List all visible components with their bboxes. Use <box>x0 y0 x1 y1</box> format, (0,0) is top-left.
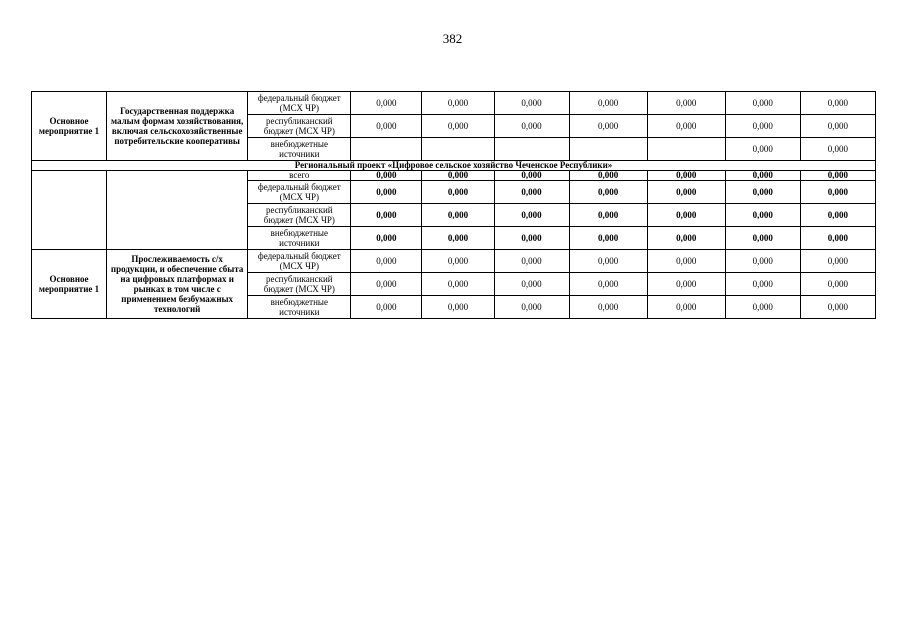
funding-source: федеральный бюджет (МСХ ЧР) <box>248 181 351 204</box>
value-cell: 0,000 <box>647 204 725 227</box>
value-cell: 0,000 <box>800 171 875 181</box>
value-cell: 0,000 <box>422 250 494 273</box>
budget-table <box>31 91 876 319</box>
value-cell: 0,000 <box>569 250 647 273</box>
value-cell: 0,000 <box>725 250 800 273</box>
value-cell: 0,000 <box>725 138 800 161</box>
value-cell: 0,000 <box>569 227 647 250</box>
value-cell: 0,000 <box>494 92 569 115</box>
value-cell: 0,000 <box>351 204 422 227</box>
value-cell: 0,000 <box>800 92 875 115</box>
value-cell: 0,000 <box>422 92 494 115</box>
value-cell: 0,000 <box>647 171 725 181</box>
value-cell <box>422 138 494 161</box>
activity-description: Прослеживаемость с/х продукции, и обеспечение сбыта на цифровых платформах и рынках в том числе с применением безбумажных технологий <box>107 250 248 319</box>
value-cell: 0,000 <box>800 227 875 250</box>
value-cell: 0,000 <box>351 273 422 296</box>
value-cell: 0,000 <box>647 115 725 138</box>
value-cell: 0,000 <box>800 115 875 138</box>
value-cell: 0,000 <box>569 296 647 319</box>
value-cell: 0,000 <box>647 296 725 319</box>
funding-source: республиканский бюджет (МСХ ЧР) <box>248 204 351 227</box>
value-cell: 0,000 <box>800 296 875 319</box>
value-cell: 0,000 <box>569 181 647 204</box>
value-cell: 0,000 <box>647 250 725 273</box>
funding-source: внебюджетные источники <box>248 227 351 250</box>
value-cell: 0,000 <box>351 227 422 250</box>
value-cell: 0,000 <box>725 92 800 115</box>
value-cell: 0,000 <box>494 115 569 138</box>
funding-source: внебюджетные источники <box>248 138 351 161</box>
value-cell: 0,000 <box>647 227 725 250</box>
value-cell: 0,000 <box>494 227 569 250</box>
value-cell <box>647 138 725 161</box>
value-cell: 0,000 <box>494 250 569 273</box>
table-row <box>32 92 876 115</box>
value-cell: 0,000 <box>569 273 647 296</box>
value-cell: 0,000 <box>800 181 875 204</box>
funding-source: всего <box>248 171 351 181</box>
value-cell: 0,000 <box>725 273 800 296</box>
value-cell: 0,000 <box>647 92 725 115</box>
funding-source: республиканский бюджет (МСХ ЧР) <box>248 115 351 138</box>
value-cell: 0,000 <box>725 227 800 250</box>
page-number: 382 <box>442 31 463 46</box>
value-cell: 0,000 <box>422 204 494 227</box>
value-cell: 0,000 <box>569 92 647 115</box>
value-cell: 0,000 <box>351 115 422 138</box>
value-cell: 0,000 <box>351 296 422 319</box>
activity-description: Государственная поддержка малым формам хозяйствования, включая сельскохозяйственные потребительские кооперативы <box>107 92 248 161</box>
value-cell: 0,000 <box>800 204 875 227</box>
value-cell <box>569 138 647 161</box>
value-cell: 0,000 <box>494 181 569 204</box>
funding-source: республиканский бюджет (МСХ ЧР) <box>248 273 351 296</box>
funding-source: федеральный бюджет (МСХ ЧР) <box>248 92 351 115</box>
value-cell <box>494 138 569 161</box>
value-cell: 0,000 <box>351 250 422 273</box>
funding-source: федеральный бюджет (МСХ ЧР) <box>248 250 351 273</box>
value-cell: 0,000 <box>422 296 494 319</box>
value-cell: 0,000 <box>800 250 875 273</box>
value-cell: 0,000 <box>800 138 875 161</box>
value-cell: 0,000 <box>725 181 800 204</box>
table-row <box>32 171 876 181</box>
section-title: Региональный проект «Цифровое сельское хозяйство Чеченское Республики» <box>32 161 876 171</box>
value-cell: 0,000 <box>725 115 800 138</box>
value-cell: 0,000 <box>647 181 725 204</box>
value-cell: 0,000 <box>569 204 647 227</box>
value-cell: 0,000 <box>351 92 422 115</box>
activity-label: Основное мероприятие 1 <box>32 92 107 161</box>
value-cell: 0,000 <box>569 171 647 181</box>
empty-cell <box>32 171 107 250</box>
value-cell: 0,000 <box>422 181 494 204</box>
value-cell: 0,000 <box>569 115 647 138</box>
value-cell: 0,000 <box>422 115 494 138</box>
value-cell: 0,000 <box>351 181 422 204</box>
value-cell: 0,000 <box>351 171 422 181</box>
value-cell: 0,000 <box>422 171 494 181</box>
table-row <box>32 250 876 273</box>
value-cell: 0,000 <box>422 227 494 250</box>
value-cell: 0,000 <box>725 171 800 181</box>
value-cell: 0,000 <box>494 204 569 227</box>
value-cell: 0,000 <box>725 296 800 319</box>
value-cell: 0,000 <box>800 273 875 296</box>
value-cell: 0,000 <box>494 296 569 319</box>
value-cell: 0,000 <box>494 273 569 296</box>
funding-source: внебюджетные источники <box>248 296 351 319</box>
value-cell: 0,000 <box>422 273 494 296</box>
empty-cell <box>107 171 248 250</box>
value-cell: 0,000 <box>494 171 569 181</box>
value-cell: 0,000 <box>725 204 800 227</box>
table-row <box>32 161 876 171</box>
activity-label: Основное мероприятие 1 <box>32 250 107 319</box>
value-cell: 0,000 <box>647 273 725 296</box>
value-cell <box>351 138 422 161</box>
